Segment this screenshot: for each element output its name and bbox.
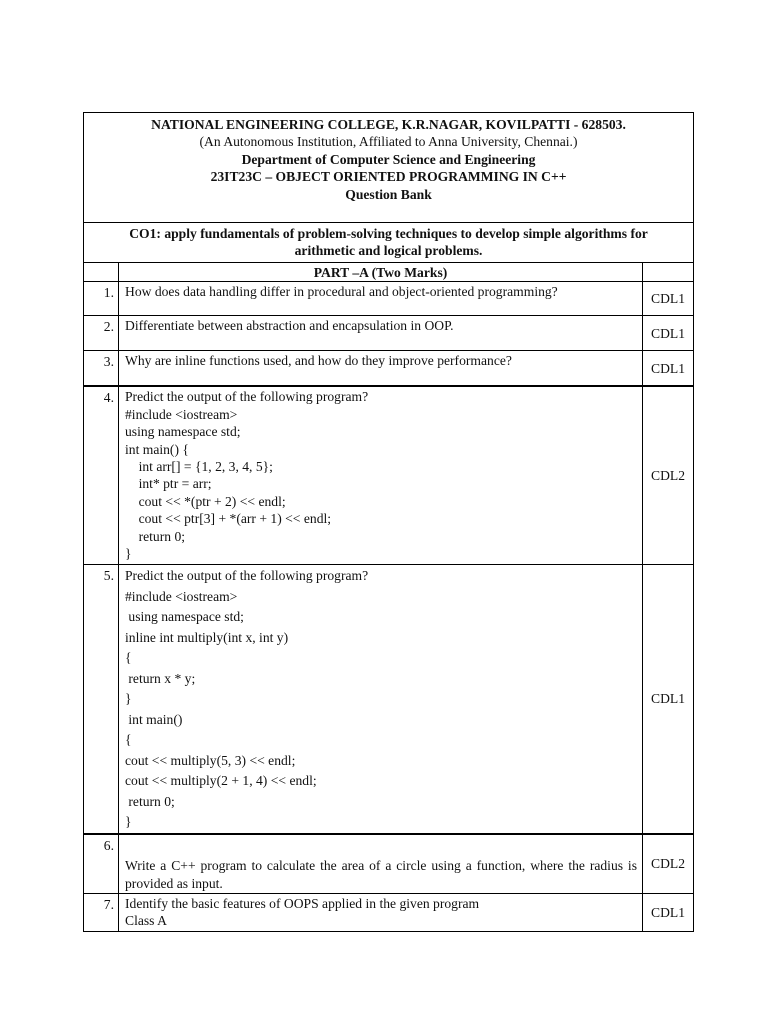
course-outcome-line-2: arithmetic and logical problems. xyxy=(294,242,483,258)
department-name: Department of Computer Science and Engineering xyxy=(241,151,536,167)
part-heading-row xyxy=(84,263,694,282)
header-cell xyxy=(84,113,694,223)
cognitive-level: CDL2 xyxy=(643,386,694,565)
question-text: How does data handling differ in procedural and object-oriented programming? xyxy=(119,282,643,316)
question-row xyxy=(84,834,694,894)
question-row xyxy=(84,893,694,931)
question-number: 2. xyxy=(84,316,119,351)
course-outcome-row xyxy=(84,223,694,263)
question-text: Predict the output of the following program? #include <iostream> using namespace std; inline int multiply(int x, int y) { return x * y; } int main() { cout << multiply(5, 3) << endl; cout << multiply(2 + 1, 4) << endl; return 0; } xyxy=(119,565,643,834)
question-row xyxy=(84,316,694,351)
question-number: 7. xyxy=(84,893,119,931)
document-type: Question Bank xyxy=(345,186,432,202)
course-outcome-line-1: CO1: apply fundamentals of problem-solving techniques to develop simple algorithms for xyxy=(129,226,648,241)
question-row xyxy=(84,386,694,565)
question-row xyxy=(84,351,694,387)
question-number: 3. xyxy=(84,351,119,387)
question-row xyxy=(84,282,694,316)
college-name: NATIONAL ENGINEERING COLLEGE, K.R.NAGAR, KOVILPATTI - 628503. xyxy=(151,117,626,132)
question-text: Write a C++ program to calculate the area of a circle using a function, where the radius is provided as input. xyxy=(119,834,643,894)
question-number: 5. xyxy=(84,565,119,834)
college-affiliation: (An Autonomous Institution, Affiliated to Anna University, Chennai.) xyxy=(199,134,578,150)
question-text: Differentiate between abstraction and encapsulation in OOP. xyxy=(119,316,643,351)
question-number: 4. xyxy=(84,386,119,565)
header-row xyxy=(84,113,694,223)
cognitive-level: CDL1 xyxy=(643,565,694,834)
course-outcome xyxy=(84,223,694,263)
question-text: Predict the output of the following program? #include <iostream> using namespace std; int main() { int arr[] = {1, 2, 3, 4, 5}; int* ptr = arr; cout << *(ptr + 2) << endl; cout << ptr[3] + *(arr + 1) << endl; return 0; } xyxy=(119,386,643,565)
course-title: 23IT23C – OBJECT ORIENTED PROGRAMMING IN C++ xyxy=(210,169,567,185)
part-heading: PART –A (Two Marks) xyxy=(119,263,643,282)
question-text: Why are inline functions used, and how do they improve performance? xyxy=(119,351,643,387)
cognitive-level: CDL2 xyxy=(643,834,694,894)
question-number: 1. xyxy=(84,282,119,316)
question-bank-table xyxy=(83,112,694,932)
question-row xyxy=(84,565,694,834)
question-number: 6. xyxy=(84,834,119,894)
cognitive-level: CDL1 xyxy=(643,316,694,351)
question-text: Identify the basic features of OOPS applied in the given program Class A xyxy=(119,893,643,931)
cognitive-level: CDL1 xyxy=(643,282,694,316)
cognitive-level: CDL1 xyxy=(643,351,694,387)
cognitive-level: CDL1 xyxy=(643,893,694,931)
